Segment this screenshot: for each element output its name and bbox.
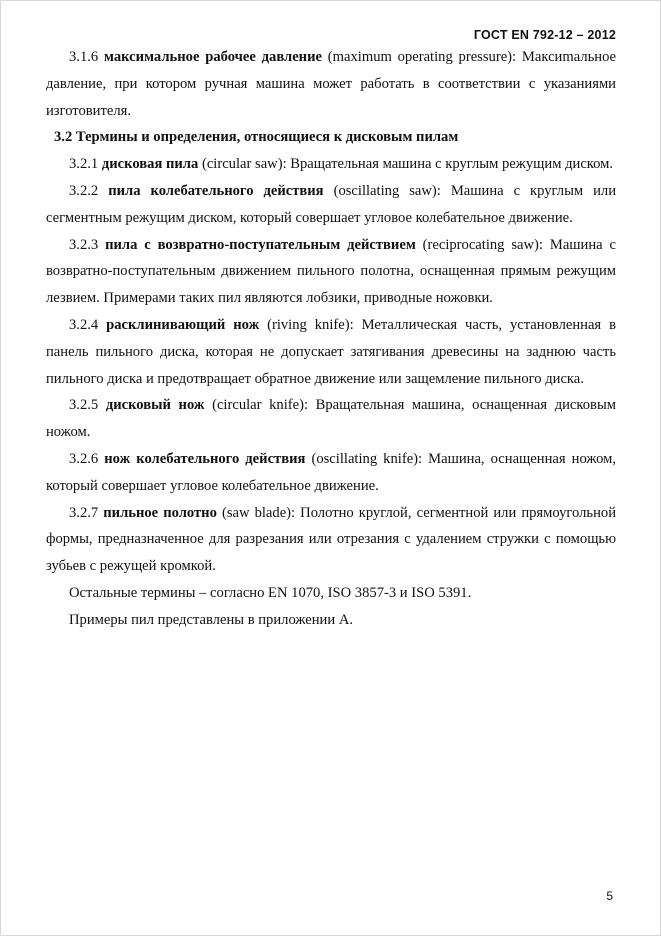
term-name: нож колебательного действия <box>104 450 306 467</box>
term-number: 3.2.4 <box>69 316 99 333</box>
term-number: 3.1.6 <box>69 49 99 65</box>
term-3-2-6 <box>46 446 616 500</box>
term-number: 3.2.1 <box>69 156 99 173</box>
term-definition: (maximum operating pressure): Максиmальное давление, при котором ручная машина может работать в соответствии с указаниями изготовителя. <box>46 49 617 119</box>
term-number: 3.2.6 <box>69 450 99 467</box>
term-3-2-3 <box>46 232 616 312</box>
term-definition: (oscillating saw): Машина с круглым или сегментным режущим диском, который совершает угловое колебательное движение. <box>46 182 616 226</box>
term-name: дисковая пила <box>101 156 199 173</box>
document-body <box>46 44 616 634</box>
term-definition: (riving knife): Металлическая часть, установленная в панель пильного диска, которая не допускает затягивания древесины на заднюю часть пильного диска и предотвращает обратное движение или защемление пильного диска. <box>46 316 616 387</box>
term-name: пила колебательного действия <box>108 182 324 199</box>
term-number: 3.2.2 <box>69 182 99 199</box>
term-3-2-4 <box>46 312 616 392</box>
term-definition: (circular knife): Вращательная машина, оснащенная дисковым ножом. <box>46 397 616 441</box>
term-definition: (reciprocating saw): Машина с возвратно-поступательным движением пильного полотна, оснащенная прямым режущим лезвием. Примерами таких пил являются лобзики, приводные ножовки. <box>46 236 616 307</box>
term-name: расклинивающий нож <box>106 316 260 333</box>
other-terms-note: Остальные термины – согласно EN 1070, ISO 3857-3 и ISO 5391. <box>69 584 472 601</box>
term-definition: (saw blade): Полотно круглой, сегментной или прямоугольной формы, предназначенное для разрезания или отрезания с удалением стружки с помощью зубьев с режущей кромкой. <box>46 504 616 575</box>
document-code-header: ГОСТ EN 792-12 – 2012 <box>473 28 616 42</box>
term-3-2-5 <box>46 392 616 446</box>
term-3-2-7 <box>46 500 616 580</box>
term-name: пила с возвратно-поступательным действием <box>105 236 416 253</box>
term-name: дисковый нож <box>105 397 205 414</box>
term-3-1-6 <box>46 44 616 124</box>
term-name: максимальное рабочее давление <box>104 49 322 65</box>
term-number: 3.2.3 <box>69 236 99 253</box>
term-definition: (circular saw): Вращательная машина с круглым режущим диском. <box>201 156 614 173</box>
term-definition: (oscillating knife): Машина, оснащенная ножом, который совершает угловое колебательное движение. <box>46 450 616 494</box>
term-number: 3.2.5 <box>69 397 99 414</box>
term-3-2-2 <box>46 178 616 232</box>
page-number: 5 <box>606 889 613 903</box>
term-3-2-1 <box>46 151 616 178</box>
term-number: 3.2.7 <box>69 504 99 521</box>
term-name: пильное полотно <box>103 504 217 521</box>
section-title-3-2: 3.2 Термины и определения, относящиеся к дисковым пилам <box>54 129 459 146</box>
examples-note: Примеры пил представлены в приложении А. <box>69 611 354 628</box>
